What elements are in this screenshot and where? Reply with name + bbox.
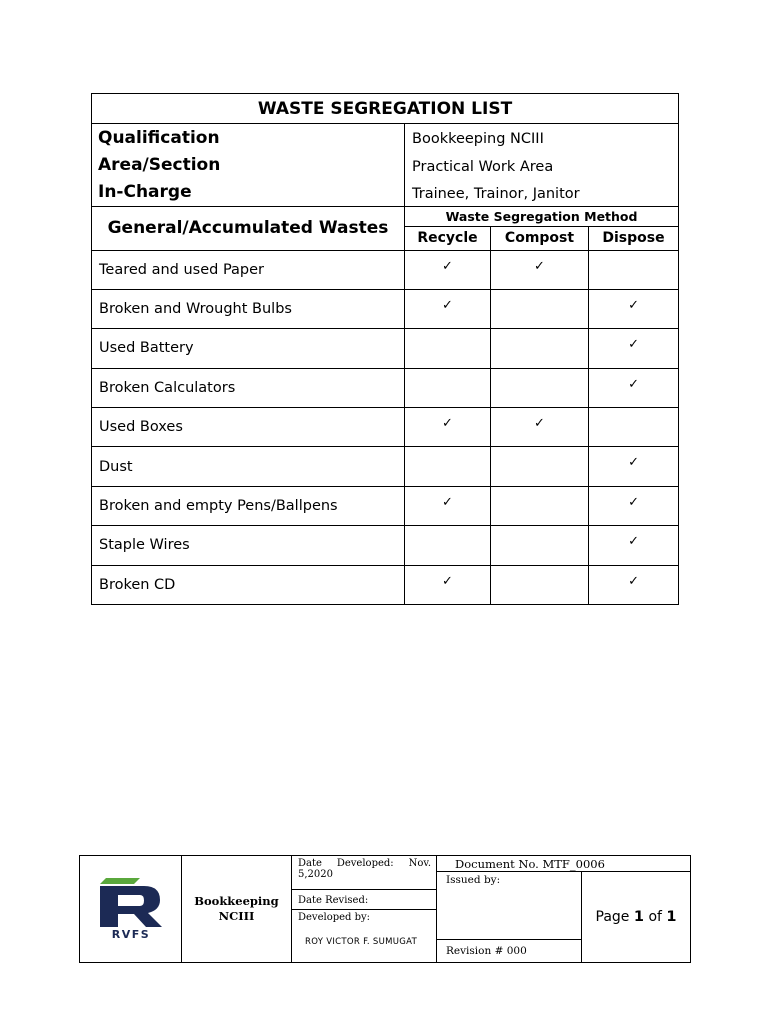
waste-item-name: Broken and Wrought Bulbs — [92, 289, 405, 328]
compost-cell — [491, 526, 589, 565]
document-title: WASTE SEGREGATION LIST — [92, 94, 679, 124]
issued-by: Issued by: — [437, 872, 582, 940]
recycle-cell — [405, 408, 491, 447]
dispose-cell — [589, 289, 679, 328]
qualification-value: Bookkeeping NCIII — [405, 124, 679, 152]
general-wastes-header: General/Accumulated Wastes — [92, 207, 405, 250]
date-developed-label: Date Developed: Nov. — [298, 858, 431, 869]
area-section-label: Area/Section — [92, 152, 405, 179]
checkmark-icon: ✓ — [628, 573, 639, 589]
checkmark-icon: ✓ — [628, 376, 639, 392]
checkmark-icon: ✓ — [442, 258, 453, 274]
compost-cell — [491, 368, 589, 407]
qualification-label: Qualification — [92, 124, 405, 152]
date-developed-value: 5,2020 — [298, 869, 333, 880]
checkmark-icon: ✓ — [442, 416, 453, 432]
logo-green-accent — [100, 878, 140, 884]
dispose-cell — [589, 368, 679, 407]
rvfs-logo — [94, 875, 168, 939]
checkmark-icon: ✓ — [628, 534, 639, 550]
developed-by-cell — [292, 910, 437, 963]
checkmark-icon: ✓ — [628, 455, 639, 471]
page-word: Page — [595, 909, 630, 925]
document-footer — [79, 855, 691, 963]
dispose-cell — [589, 526, 679, 565]
dispose-cell — [589, 329, 679, 368]
compost-cell — [491, 486, 589, 525]
dispose-cell — [589, 447, 679, 486]
course-name: Bookkeeping — [194, 894, 279, 908]
in-charge-value: Trainee, Trainor, Janitor — [405, 179, 679, 207]
waste-item-name: Broken Calculators — [92, 368, 405, 407]
waste-item-name: Dust — [92, 447, 405, 486]
page-of: of — [648, 909, 662, 925]
compost-column-header: Compost — [491, 227, 589, 250]
waste-item-row — [92, 526, 679, 565]
checkmark-icon: ✓ — [534, 258, 545, 274]
page-total: 1 — [666, 909, 677, 925]
checkmark-icon: ✓ — [628, 297, 639, 313]
page-current: 1 — [633, 909, 644, 925]
revision-number: Revision # 000 — [437, 940, 582, 963]
recycle-cell — [405, 565, 491, 604]
developer-name: ROY VICTOR F. SUMUGAT — [305, 937, 418, 947]
dispose-cell — [589, 565, 679, 604]
dispose-column-header: Dispose — [589, 227, 679, 250]
waste-item-name: Teared and used Paper — [92, 250, 405, 289]
compost-cell — [491, 250, 589, 289]
waste-item-name: Broken and empty Pens/Ballpens — [92, 486, 405, 525]
recycle-cell — [405, 329, 491, 368]
logo-r-mark — [100, 886, 162, 927]
recycle-cell — [405, 368, 491, 407]
developed-by-label: Developed by: — [298, 912, 371, 923]
checkmark-icon: ✓ — [442, 573, 453, 589]
logo-cell — [80, 856, 182, 963]
dispose-cell — [589, 250, 679, 289]
waste-item-name: Used Battery — [92, 329, 405, 368]
waste-item-row — [92, 329, 679, 368]
checkmark-icon: ✓ — [442, 494, 453, 510]
course-cell — [182, 856, 292, 963]
segregation-method-header: Waste Segregation Method — [405, 207, 679, 227]
compost-cell — [491, 289, 589, 328]
compost-cell — [491, 565, 589, 604]
checkmark-icon: ✓ — [534, 416, 545, 432]
waste-item-row — [92, 408, 679, 447]
compost-cell — [491, 329, 589, 368]
waste-item-row — [92, 368, 679, 407]
date-developed-cell — [292, 856, 437, 890]
recycle-cell — [405, 486, 491, 525]
dispose-cell — [589, 408, 679, 447]
logo-text: RVFS — [111, 928, 150, 939]
waste-item-name: Broken CD — [92, 565, 405, 604]
waste-item-row — [92, 447, 679, 486]
compost-cell — [491, 408, 589, 447]
waste-item-row — [92, 250, 679, 289]
recycle-cell — [405, 289, 491, 328]
waste-item-row — [92, 565, 679, 604]
in-charge-label: In-Charge — [92, 179, 405, 207]
recycle-cell — [405, 526, 491, 565]
waste-items-body — [92, 250, 679, 604]
waste-item-name: Staple Wires — [92, 526, 405, 565]
area-section-value: Practical Work Area — [405, 152, 679, 179]
recycle-column-header: Recycle — [405, 227, 491, 250]
course-level: NCIII — [218, 909, 255, 923]
waste-item-row — [92, 486, 679, 525]
page-counter — [582, 872, 691, 963]
recycle-cell — [405, 250, 491, 289]
waste-item-row — [92, 289, 679, 328]
checkmark-icon: ✓ — [442, 297, 453, 313]
dispose-cell — [589, 486, 679, 525]
document-number: Document No. MTF_0006 — [437, 856, 691, 872]
checkmark-icon: ✓ — [628, 494, 639, 510]
recycle-cell — [405, 447, 491, 486]
compost-cell — [491, 447, 589, 486]
date-revised: Date Revised: — [292, 890, 437, 910]
waste-segregation-table — [91, 93, 679, 605]
waste-item-name: Used Boxes — [92, 408, 405, 447]
checkmark-icon: ✓ — [628, 337, 639, 353]
